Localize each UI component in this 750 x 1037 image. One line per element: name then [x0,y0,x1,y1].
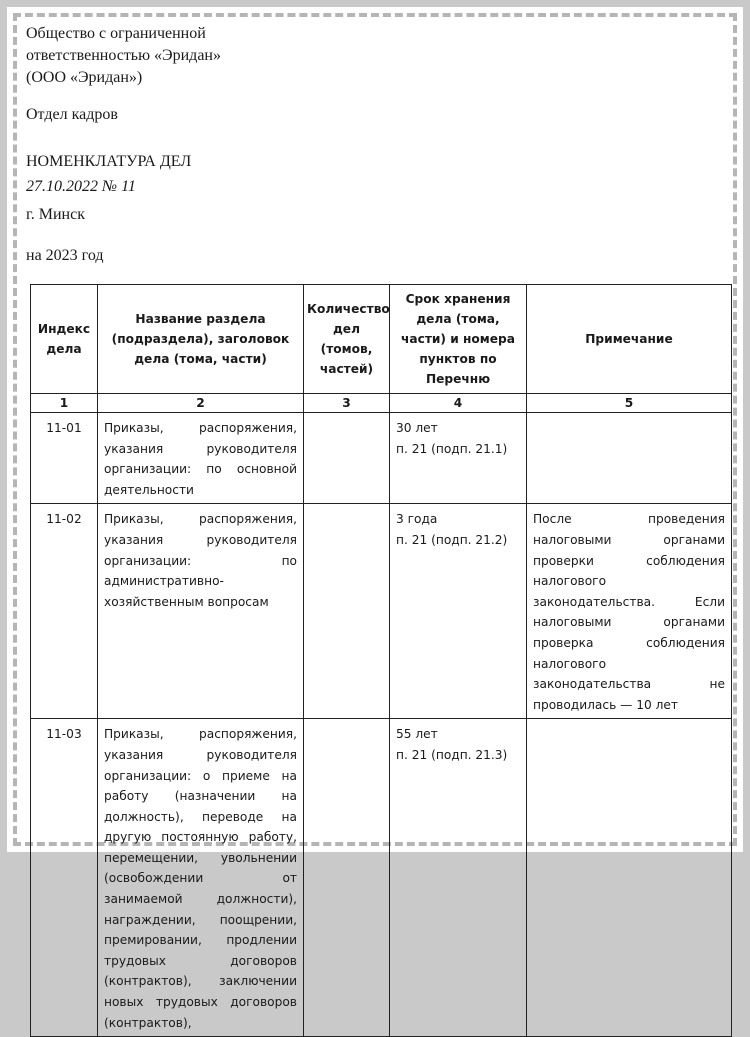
case-term [390,504,527,719]
column-number: 3 [304,394,390,413]
term-years: 30 лет [396,421,438,435]
case-term [390,413,527,504]
case-title: Приказы, распоряжения, указания руководителя организации: по основной деятельности [98,413,304,504]
header-title: Название раздела (подраздела), заголовок дела (тома, части) [98,285,304,394]
case-count [304,413,390,504]
header-index: Индекс дела [31,285,98,394]
header-count: Количество дел (томов, частей) [304,285,390,394]
document-year: на 2023 год [26,247,104,264]
document-city: г. Минск [26,206,85,223]
org-name-line-2: ответственностью «Эридан» [26,47,221,64]
case-term [390,719,527,1037]
header-term: Срок хранения дела (тома, части) и номера пунктов по Перечню [390,285,527,394]
nomenclature-table [30,284,732,1037]
org-name-line-1: Общество с ограниченной [26,25,206,42]
case-index: 11-03 [31,719,98,1037]
header-note: Примечание [527,285,732,394]
case-title: Приказы, распоряжения, указания руководителя организации: по административно-хозяйственным вопросам [98,504,304,719]
term-reference: п. 21 (подп. 21.2) [396,532,508,547]
column-number: 5 [527,394,732,413]
table-header-row [31,285,732,394]
case-title: Приказы, распоряжения, указания руководителя организации: о приеме на работу (назначении на должность), переводе на другую постоянную работу, перемещении, увольнении (освобождении от занимаемой должности), награждении, поощрении, премировании, продлении трудовых договоров (контрактов), заключении новых трудовых договоров (контрактов), [98,719,304,1037]
term-reference: п. 21 (подп. 21.1) [396,441,508,456]
table-row [31,413,732,504]
case-index: 11-01 [31,413,98,504]
term-years: 3 года [396,512,438,527]
column-number: 2 [98,394,304,413]
document-title: НОМЕНКЛАТУРА ДЕЛ [26,153,192,170]
document-date-number: 27.10.2022 № 11 [26,178,136,195]
case-count [304,719,390,1037]
term-reference: п. 21 (подп. 21.3) [396,747,508,762]
document-page [7,7,743,1030]
table-row [31,504,732,719]
case-count [304,504,390,719]
column-number: 1 [31,394,98,413]
column-numbers-row [31,394,732,413]
case-note [527,719,732,1037]
table-row [31,719,732,1037]
org-name-short: (ООО «Эридан») [26,69,143,86]
case-note [527,413,732,504]
case-index: 11-02 [31,504,98,719]
column-number: 4 [390,394,527,413]
case-note: После проведения налоговыми органами проверки соблюдения налогового законодательства. Если налоговыми органами проверка соблюдения налогового законодательства не проводилась — 10 лет [527,504,732,719]
term-years: 55 лет [396,727,438,742]
department-name: Отдел кадров [26,106,118,123]
